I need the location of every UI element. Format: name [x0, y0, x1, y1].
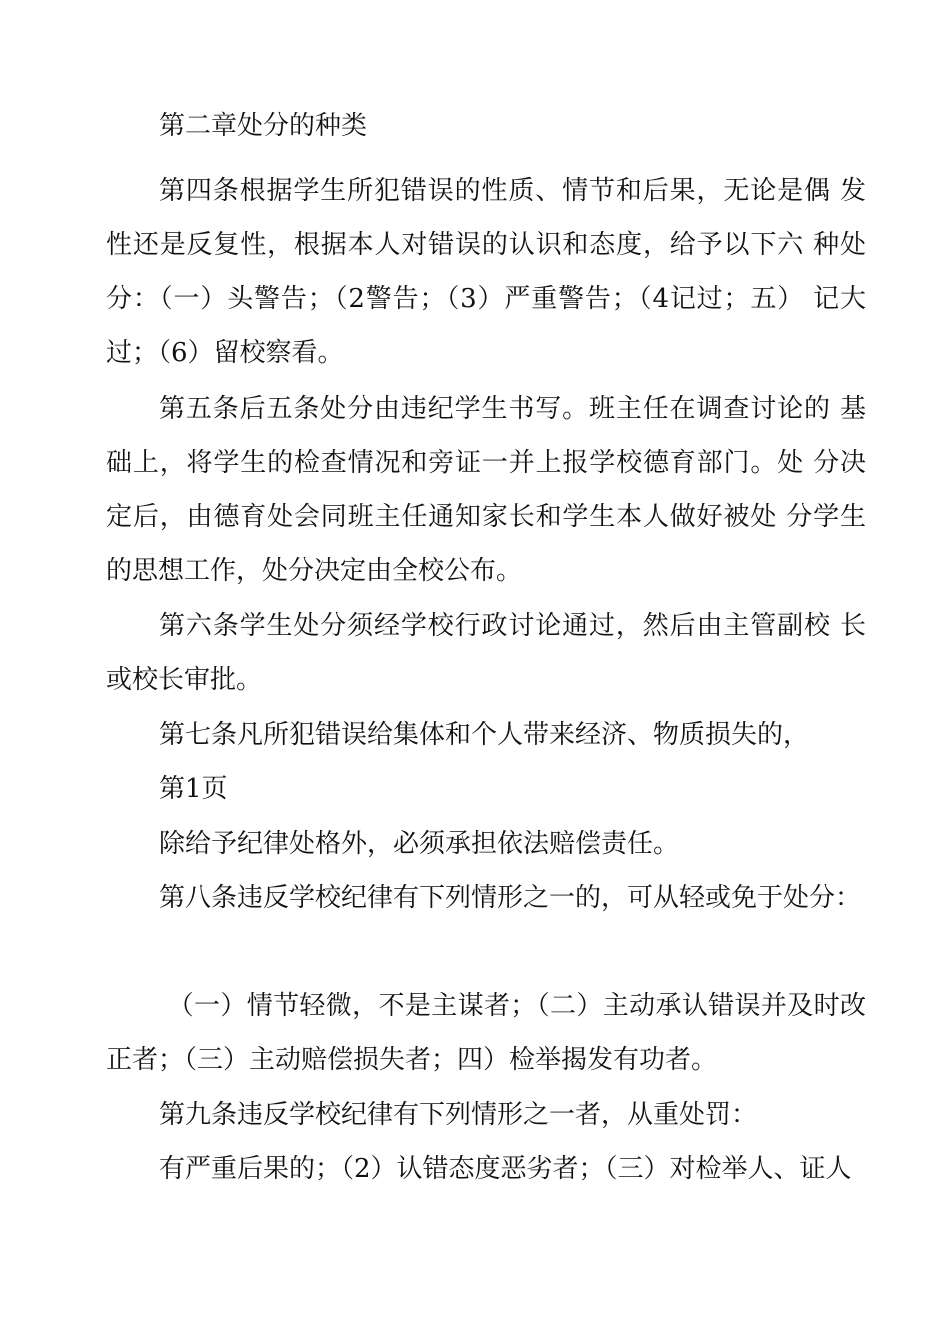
article-5-paragraph: 第五条后五条处分由违纪学生书写。班主任在调查讨论的 基础上，将学生的检查情况和旁证一并上报学校德育部门。处 分决定后，由德育处会同班主任通知家长和学生本人做好被处 分学生的思想工作，处分决定由全校公布。 [106, 394, 866, 586]
article-6-paragraph: 第六条学生处分须经学校行政讨论通过，然后由主管副校 长或校长审批。 [106, 611, 866, 695]
article-8-list: （一）情节轻微，不是主谋者；（二）主动承认错误并及时改正者；（三）主动赔偿损失者；四）检举揭发有功者。 [106, 991, 866, 1075]
article-9-paragraph: 第九条违反学校纪律有下列情形之一者，从重处罚： [159, 1100, 758, 1130]
chapter-heading: 第二章处分的种类 [159, 111, 368, 141]
article-7-continuation: 除给予纪律处格外，必须承担依法赔偿责任。 [159, 829, 680, 859]
article-8-paragraph: 第八条违反学校纪律有下列情形之一的，可从轻或免于处分： [159, 883, 862, 913]
page-number: 第1页 [159, 774, 228, 804]
article-7-paragraph: 第七条凡所犯错误给集体和个人带来经济、物质损失的， [159, 720, 810, 750]
article-9-list: 有严重后果的；（2）认错态度恶劣者；（三）对检举人、证人 [159, 1154, 852, 1184]
article-4-paragraph: 第四条根据学生所犯错误的性质、情节和后果，无论是偶 发性还是反复性，根据本人对错误的认识和态度，给予以下六 种处分：（一）头警告；（2警告；（3）严重警告；（4记过；五） 记大过；（6）留校察看。 [106, 176, 866, 368]
